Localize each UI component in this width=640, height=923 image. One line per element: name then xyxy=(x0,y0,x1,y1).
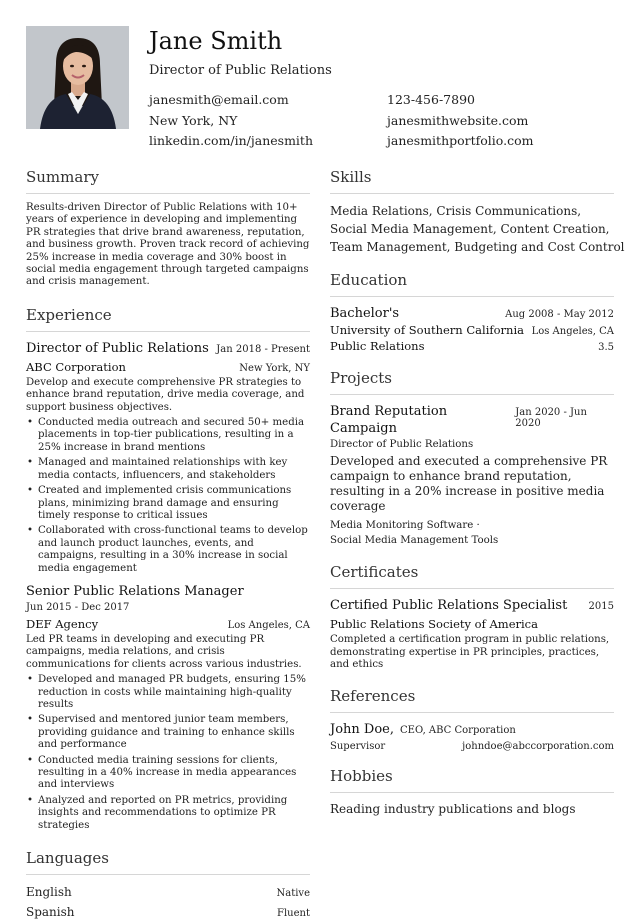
candidate-name: Jane Smith xyxy=(149,27,283,55)
education-date: Aug 2008 - May 2012 xyxy=(505,309,614,320)
reference-relation: Supervisor xyxy=(330,740,386,752)
right-column xyxy=(330,167,625,817)
list-item: • Created and implemented crisis communications plans, minimizing brand damage and ensuring timely response to critical issues xyxy=(26,485,310,522)
language-name: English xyxy=(26,885,72,900)
job-role: Director of Public Relations xyxy=(26,340,209,356)
location-text: New York, NY xyxy=(149,112,238,128)
job-role: Senior Public Relations Manager xyxy=(26,583,244,599)
language-level: Native xyxy=(276,888,310,900)
job-bullets xyxy=(26,674,310,832)
list-item: • Supervised and mentored junior team members, providing guidance and training to enhance skills and performance xyxy=(26,714,310,751)
list-item: • Developed and managed PR budgets, ensuring 15% reduction in costs while maintaining high-quality results xyxy=(26,674,310,711)
project-tools: Social Media Management Tools xyxy=(330,535,499,547)
certificate-issuer: Public Relations Society of America xyxy=(330,617,538,632)
skills-heading: Skills xyxy=(330,167,614,194)
education-field: Public Relations xyxy=(330,339,425,353)
list-item: • Conducted media training sessions for clients, resulting in a 40% increase in media appearances and interviews xyxy=(26,755,310,792)
references-heading: References xyxy=(330,686,614,713)
job-location: New York, NY xyxy=(239,362,310,374)
left-column xyxy=(26,167,310,923)
reference-email[interactable]: johndoe@abccorporation.com xyxy=(462,740,614,752)
hobbies-heading: Hobbies xyxy=(330,766,614,793)
job-date: Jun 2015 - Dec 2017 xyxy=(26,601,130,613)
skills-line: Media Relations, Crisis Communications, xyxy=(330,204,582,218)
profile-photo xyxy=(26,26,129,129)
linkedin-link[interactable]: linkedin.com/in/janesmith xyxy=(149,133,314,148)
project-role: Director of Public Relations xyxy=(330,439,474,450)
language-row xyxy=(26,903,310,923)
education-location: Los Angeles, CA xyxy=(531,326,614,337)
list-item: • Conducted media outreach and secured 50+ media placements in top-tier publications, resulting in a 25% increase in brand mentions xyxy=(26,417,310,454)
language-row xyxy=(26,883,310,903)
summary-text: Results-driven Director of Public Relations with 10+ years of experience in developing and implementing PR strategies that drive brand awareness, reputation, and business growth. Proven track record of achieving 25% increase in media coverage and 30% boost in social media engagement through targeted campaigns and crisis management. xyxy=(26,202,310,288)
skills-line: Team Management, Budgeting and Cost Control xyxy=(330,240,625,254)
reference-name: John Doe, xyxy=(330,721,394,737)
certificate-description: Completed a certification program in public relations, demonstrating expertise in PR principles, practices, and ethics xyxy=(330,634,610,671)
list-item: • Collaborated with cross-functional teams to develop and launch product launches, events, and campaigns, resulting in a 30% increase in social media engagement xyxy=(26,525,310,575)
contact-left xyxy=(149,90,313,152)
contact-right xyxy=(387,90,533,152)
hobbies-text: Reading industry publications and blogs xyxy=(330,801,576,816)
portfolio-link[interactable]: janesmithportfolio.com xyxy=(387,133,534,148)
summary-heading: Summary xyxy=(26,167,310,194)
project-tools: Media Monitoring Software · xyxy=(330,520,480,532)
education-degree: Bachelor's xyxy=(330,306,400,321)
experience-heading: Experience xyxy=(26,305,310,332)
website-link[interactable]: janesmithwebsite.com xyxy=(387,112,529,128)
job-description: Develop and execute comprehensive PR strategies to enhance brand reputation, drive media coverage, and support business objectives. xyxy=(26,376,305,413)
education-gpa: 3.5 xyxy=(598,342,614,353)
languages-heading: Languages xyxy=(26,848,310,875)
job-entry xyxy=(26,340,310,575)
list-item: • Analyzed and reported on PR metrics, providing insights and recommendations to optimize PR strategies xyxy=(26,795,310,832)
phone-text[interactable]: 123-456-7890 xyxy=(387,92,475,107)
job-location: Los Angeles, CA xyxy=(227,619,310,631)
candidate-title: Director of Public Relations xyxy=(149,63,332,78)
language-level: Fluent xyxy=(277,908,310,920)
education-school: University of Southern California xyxy=(330,323,524,337)
certificate-year: 2015 xyxy=(588,601,614,613)
job-date: Jan 2018 - Present xyxy=(216,343,310,355)
projects-heading: Projects xyxy=(330,368,614,395)
project-date: Jan 2020 - Jun 2020 xyxy=(515,407,587,429)
project-description: Developed and executed a comprehensive PR campaign to enhance brand reputation, resulting in a 20% increase in positive media coverage xyxy=(330,454,608,514)
project-name: Brand Reputation Campaign xyxy=(330,404,448,436)
job-company: ABC Corporation xyxy=(26,359,126,374)
list-item: • Managed and maintained relationships with key media contacts, influencers, and stakeholders xyxy=(26,457,310,482)
language-name: Spanish xyxy=(26,905,75,920)
education-heading: Education xyxy=(330,270,614,297)
certificate-name: Certified Public Relations Specialist xyxy=(330,598,568,614)
job-description: Led PR teams in developing and executing PR campaigns, media relations, and crisis communications for clients across various industries. xyxy=(26,633,302,670)
reference-position: CEO, ABC Corporation xyxy=(400,724,516,736)
job-bullets xyxy=(26,417,310,575)
certificates-heading: Certificates xyxy=(330,562,614,589)
job-entry xyxy=(26,583,310,832)
email-link[interactable]: janesmith@email.com xyxy=(149,92,289,107)
job-company: DEF Agency xyxy=(26,616,99,631)
skills-line: Social Media Management, Content Creation, xyxy=(330,222,610,236)
